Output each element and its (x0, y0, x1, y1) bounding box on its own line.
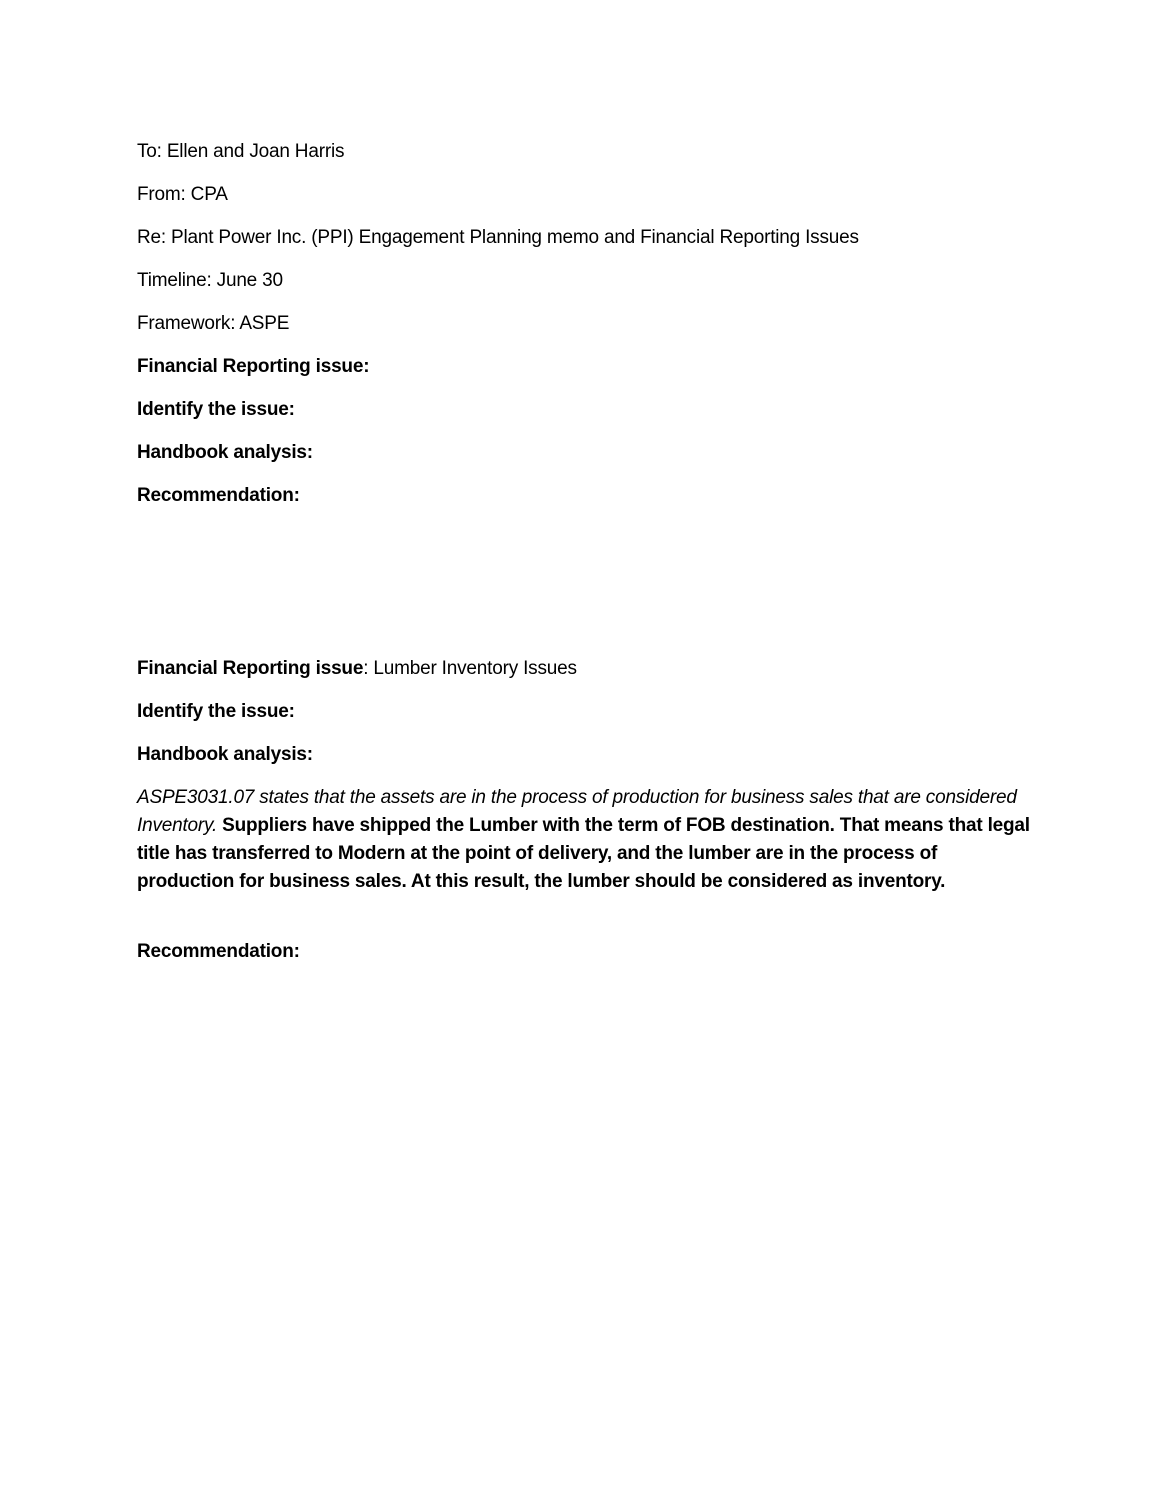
memo-framework: Framework: ASPE (137, 313, 290, 334)
section2-issue-value: : Lumber Inventory Issues (363, 658, 577, 679)
section1-handbook-heading: Handbook analysis: (137, 442, 313, 463)
section2-identify-heading: Identify the issue: (137, 701, 295, 722)
analysis-body: Suppliers have shipped the Lumber with the term of FOB destination. That means that legal title has transferred to Modern at the point of delivery, and the lumber are in the process of production for business sales. At this result, the lumber should be considered as inventory. (137, 815, 1030, 892)
section1-identify-heading: Identify the issue: (137, 399, 295, 420)
section2-issue-heading (137, 657, 577, 681)
memo-to: To: Ellen and Joan Harris (137, 141, 345, 162)
section1-recommendation-heading: Recommendation: (137, 485, 300, 506)
memo-re: Re: Plant Power Inc. (PPI) Engagement Planning memo and Financial Reporting Issues (137, 227, 859, 248)
section2-handbook-heading: Handbook analysis: (137, 744, 313, 765)
section2-analysis-paragraph (137, 784, 1037, 896)
section2-recommendation-heading: Recommendation: (137, 941, 300, 962)
section1-issue-heading: Financial Reporting issue: (137, 356, 370, 377)
memo-from: From: CPA (137, 184, 228, 205)
analysis-citation: ASPE3031.07 states that the assets are in the process of production for business sales that are considered Inventory. (137, 787, 1017, 836)
memo-timeline: Timeline: June 30 (137, 270, 283, 291)
section2-issue-label: Financial Reporting issue (137, 658, 364, 679)
